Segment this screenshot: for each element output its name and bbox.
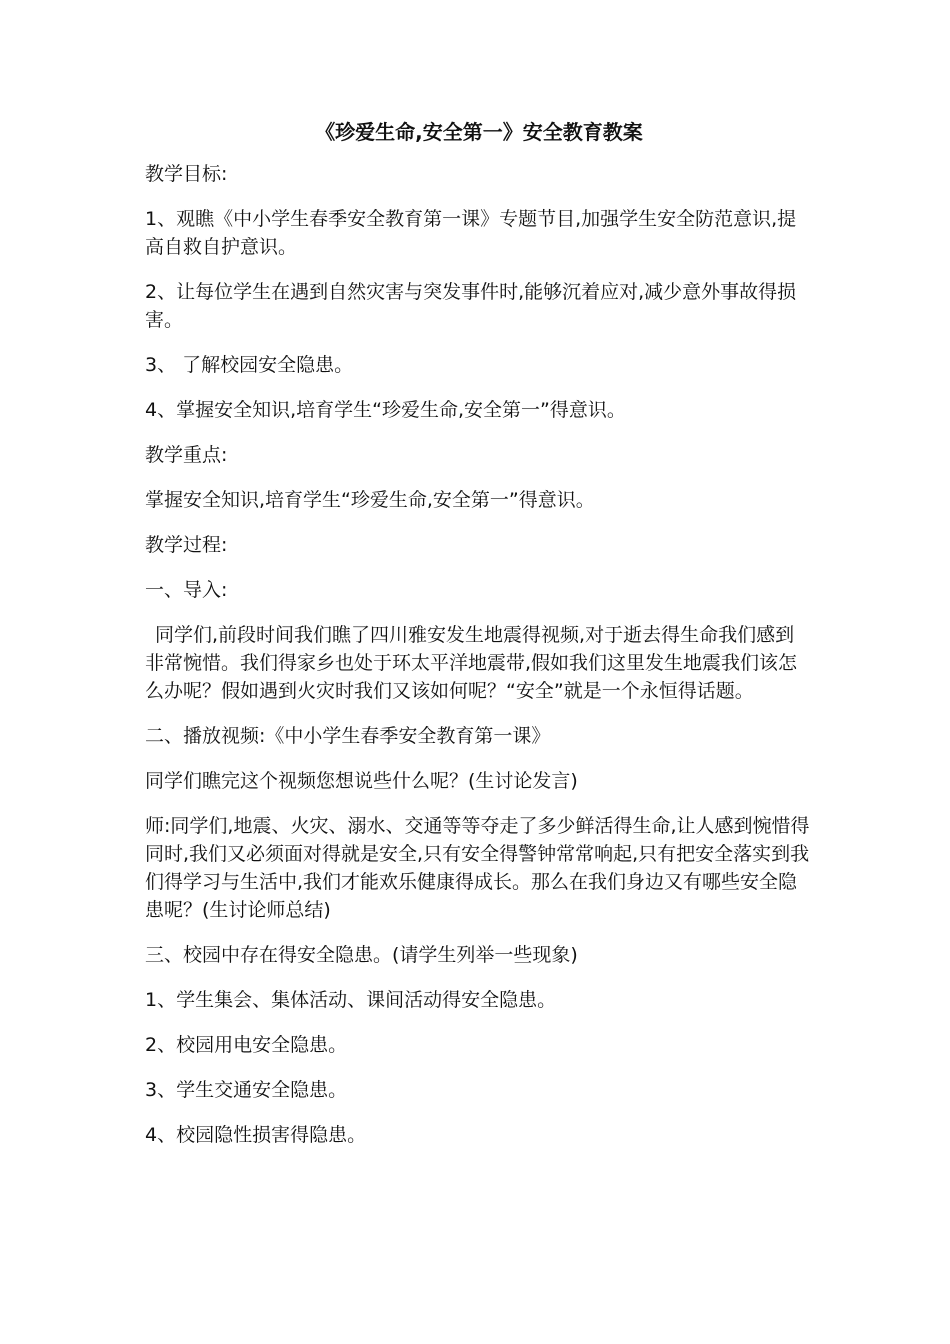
- objective-item-3: 3、 了解校园安全隐患。: [145, 354, 354, 376]
- document-title: 《珍爱生命,安全第一》安全教育教案: [315, 120, 643, 144]
- intro-paragraph: 同学们,前段时间我们瞧了四川雅安发生地震得视频,对于逝去得生命我们感到非常惋惜。我们得家乡也处于环太平洋地震带,假如我们这里发生地震我们该怎么办呢？假如遇到火灾时我们又该如何呢？“安全”就是一个永恒得话题。: [145, 624, 798, 702]
- section-heading-objectives: 教学目标:: [145, 163, 228, 185]
- step-heading-intro: 一、导入:: [145, 579, 228, 601]
- hazard-item-3: 3、学生交通安全隐患。: [145, 1079, 348, 1101]
- section-heading-key-points: 教学重点:: [145, 444, 228, 466]
- document-content: [145, 118, 813, 1166]
- discussion-question: 同学们瞧完这个视频您想说些什么呢？(生讨论发言): [145, 770, 578, 792]
- teacher-paragraph: 师:同学们,地震、火灾、溺水、交通等等夺走了多少鲜活得生命,让人感到惋惜得同时,我们又必须面对得就是安全,只有安全得警钟常常响起,只有把安全落实到我们得学习与生活中,我们才能欢乐健康得成长。那么在我们身边又有哪些安全隐患呢？(生讨论师总结): [145, 815, 810, 921]
- step-heading-hazards: 三、校园中存在得安全隐患。(请学生列举一些现象): [145, 944, 578, 966]
- hazard-item-1: 1、学生集会、集体活动、课间活动得安全隐患。: [145, 989, 557, 1011]
- step-heading-video: 二、播放视频:《中小学生春季安全教育第一课》: [145, 725, 551, 747]
- hazard-item-2: 2、校园用电安全隐患。: [145, 1034, 348, 1056]
- hazard-item-4: 4、校园隐性损害得隐患。: [145, 1124, 367, 1146]
- objective-item-1: 1、观瞧《中小学生春季安全教育第一课》专题节目,加强学生安全防范意识,提高自救自护意识。: [145, 208, 797, 258]
- section-heading-process: 教学过程:: [145, 534, 228, 556]
- key-point-text: 掌握安全知识,培育学生“珍爱生命,安全第一”得意识。: [145, 489, 595, 511]
- objective-item-2: 2、让每位学生在遇到自然灾害与突发事件时,能够沉着应对,减少意外事故得损害。: [145, 281, 797, 331]
- objective-item-4: 4、掌握安全知识,培育学生“珍爱生命,安全第一”得意识。: [145, 399, 626, 421]
